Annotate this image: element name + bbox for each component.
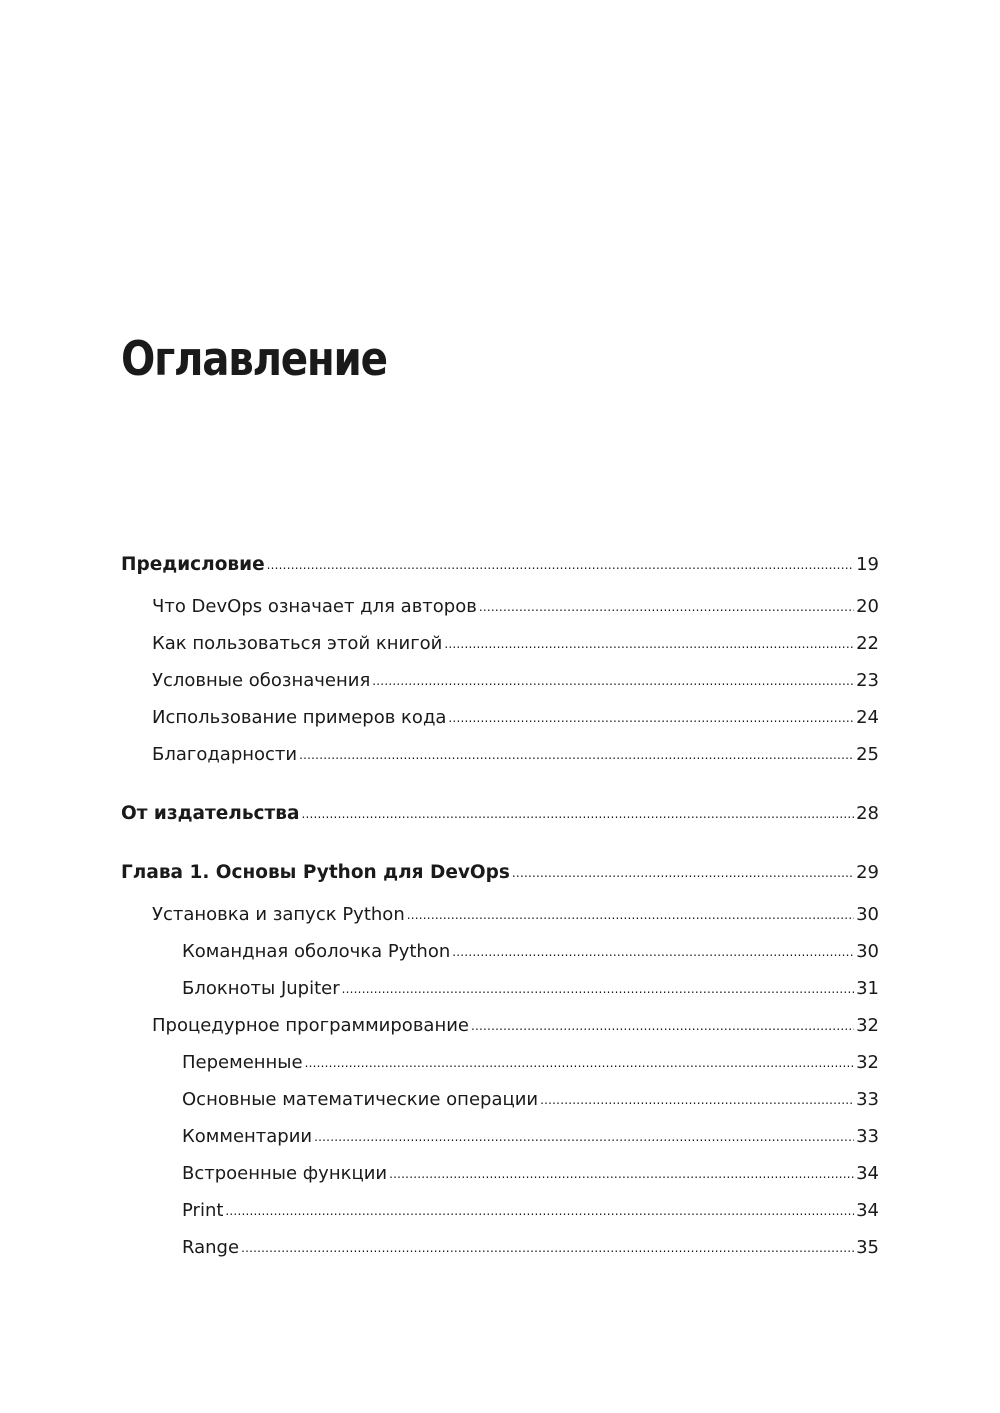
toc-entry[interactable] [121, 933, 879, 970]
toc-entry[interactable] [121, 854, 879, 891]
toc-entry-label: Основные математические операции [182, 1089, 539, 1110]
toc-entry-page: 32 [856, 1052, 879, 1073]
toc-leader-dots [305, 1045, 855, 1082]
toc-entry-page: 29 [856, 862, 879, 883]
table-of-contents [121, 546, 879, 1266]
toc-entry-label: Блокноты Jupiter [182, 978, 340, 999]
toc-entry-page: 32 [856, 1015, 879, 1036]
toc-entry[interactable] [121, 1192, 879, 1229]
toc-entry[interactable] [121, 588, 879, 625]
toc-entry-label: Глава 1. Основы Python для DevOps [121, 862, 510, 883]
toc-leader-dots [301, 796, 854, 833]
toc-entry[interactable] [121, 970, 879, 1007]
toc-entry-page: 33 [856, 1126, 879, 1147]
toc-entry[interactable] [121, 699, 879, 736]
toc-entry[interactable] [121, 896, 879, 933]
toc-entry-page: 31 [856, 978, 879, 999]
toc-entry[interactable] [121, 1155, 879, 1192]
toc-leader-dots [540, 1082, 854, 1119]
toc-entry[interactable] [121, 546, 879, 583]
toc-entry-label: Как пользоваться этой книгой [152, 633, 443, 654]
toc-entry-label: Предисловие [121, 554, 265, 575]
toc-leader-dots [241, 1230, 854, 1267]
toc-leader-dots [471, 1008, 854, 1045]
toc-entry-page: 34 [856, 1163, 879, 1184]
toc-entry-page: 19 [856, 554, 879, 575]
toc-entry-label: Командная оболочка Python [182, 941, 451, 962]
toc-leader-dots [452, 934, 854, 971]
toc-leader-dots [479, 589, 854, 626]
page-title: Оглавление [121, 332, 387, 387]
toc-entry-page: 24 [856, 707, 879, 728]
toc-leader-dots [267, 547, 854, 584]
toc-entry-label: Условные обозначения [152, 670, 371, 691]
toc-entry-page: 33 [856, 1089, 879, 1110]
toc-leader-dots [342, 971, 854, 1008]
toc-entry[interactable] [121, 1081, 879, 1118]
toc-leader-dots [444, 626, 854, 663]
toc-entry-page: 22 [856, 633, 879, 654]
toc-entry-label: Комментарии [182, 1126, 313, 1147]
toc-entry-label: Переменные [182, 1052, 303, 1073]
toc-entry[interactable] [121, 795, 879, 832]
toc-entry-label: Использование примеров кода [152, 707, 447, 728]
toc-entry-label: Что DevOps означает для авторов [152, 596, 477, 617]
toc-entry-page: 28 [856, 803, 879, 824]
toc-entry-page: 20 [856, 596, 879, 617]
toc-leader-dots [389, 1156, 854, 1193]
toc-leader-dots [372, 663, 854, 700]
toc-entry-label: Print [182, 1200, 224, 1221]
toc-entry-page: 30 [856, 941, 879, 962]
toc-leader-dots [225, 1193, 854, 1230]
toc-entry-label: Благодарности [152, 744, 298, 765]
toc-entry[interactable] [121, 1229, 879, 1266]
toc-leader-dots [314, 1119, 854, 1156]
toc-entry-page: 30 [856, 904, 879, 925]
toc-entry-label: Процедурное программирование [152, 1015, 469, 1036]
toc-entry[interactable] [121, 1044, 879, 1081]
toc-entry-label: Установка и запуск Python [152, 904, 405, 925]
toc-entry-label: Встроенные функции [182, 1163, 388, 1184]
toc-entry[interactable] [121, 1007, 879, 1044]
toc-leader-dots [448, 700, 854, 737]
toc-entry-page: 35 [856, 1237, 879, 1258]
toc-entry[interactable] [121, 625, 879, 662]
toc-leader-dots [299, 737, 854, 774]
toc-entry-label: Range [182, 1237, 240, 1258]
toc-leader-dots [512, 855, 854, 892]
toc-leader-dots [407, 897, 854, 934]
toc-entry[interactable] [121, 1118, 879, 1155]
toc-entry-page: 25 [856, 744, 879, 765]
toc-entry-page: 23 [856, 670, 879, 691]
toc-entry-label: От издательства [121, 803, 300, 824]
toc-entry-page: 34 [856, 1200, 879, 1221]
toc-entry[interactable] [121, 662, 879, 699]
toc-entry[interactable] [121, 736, 879, 773]
